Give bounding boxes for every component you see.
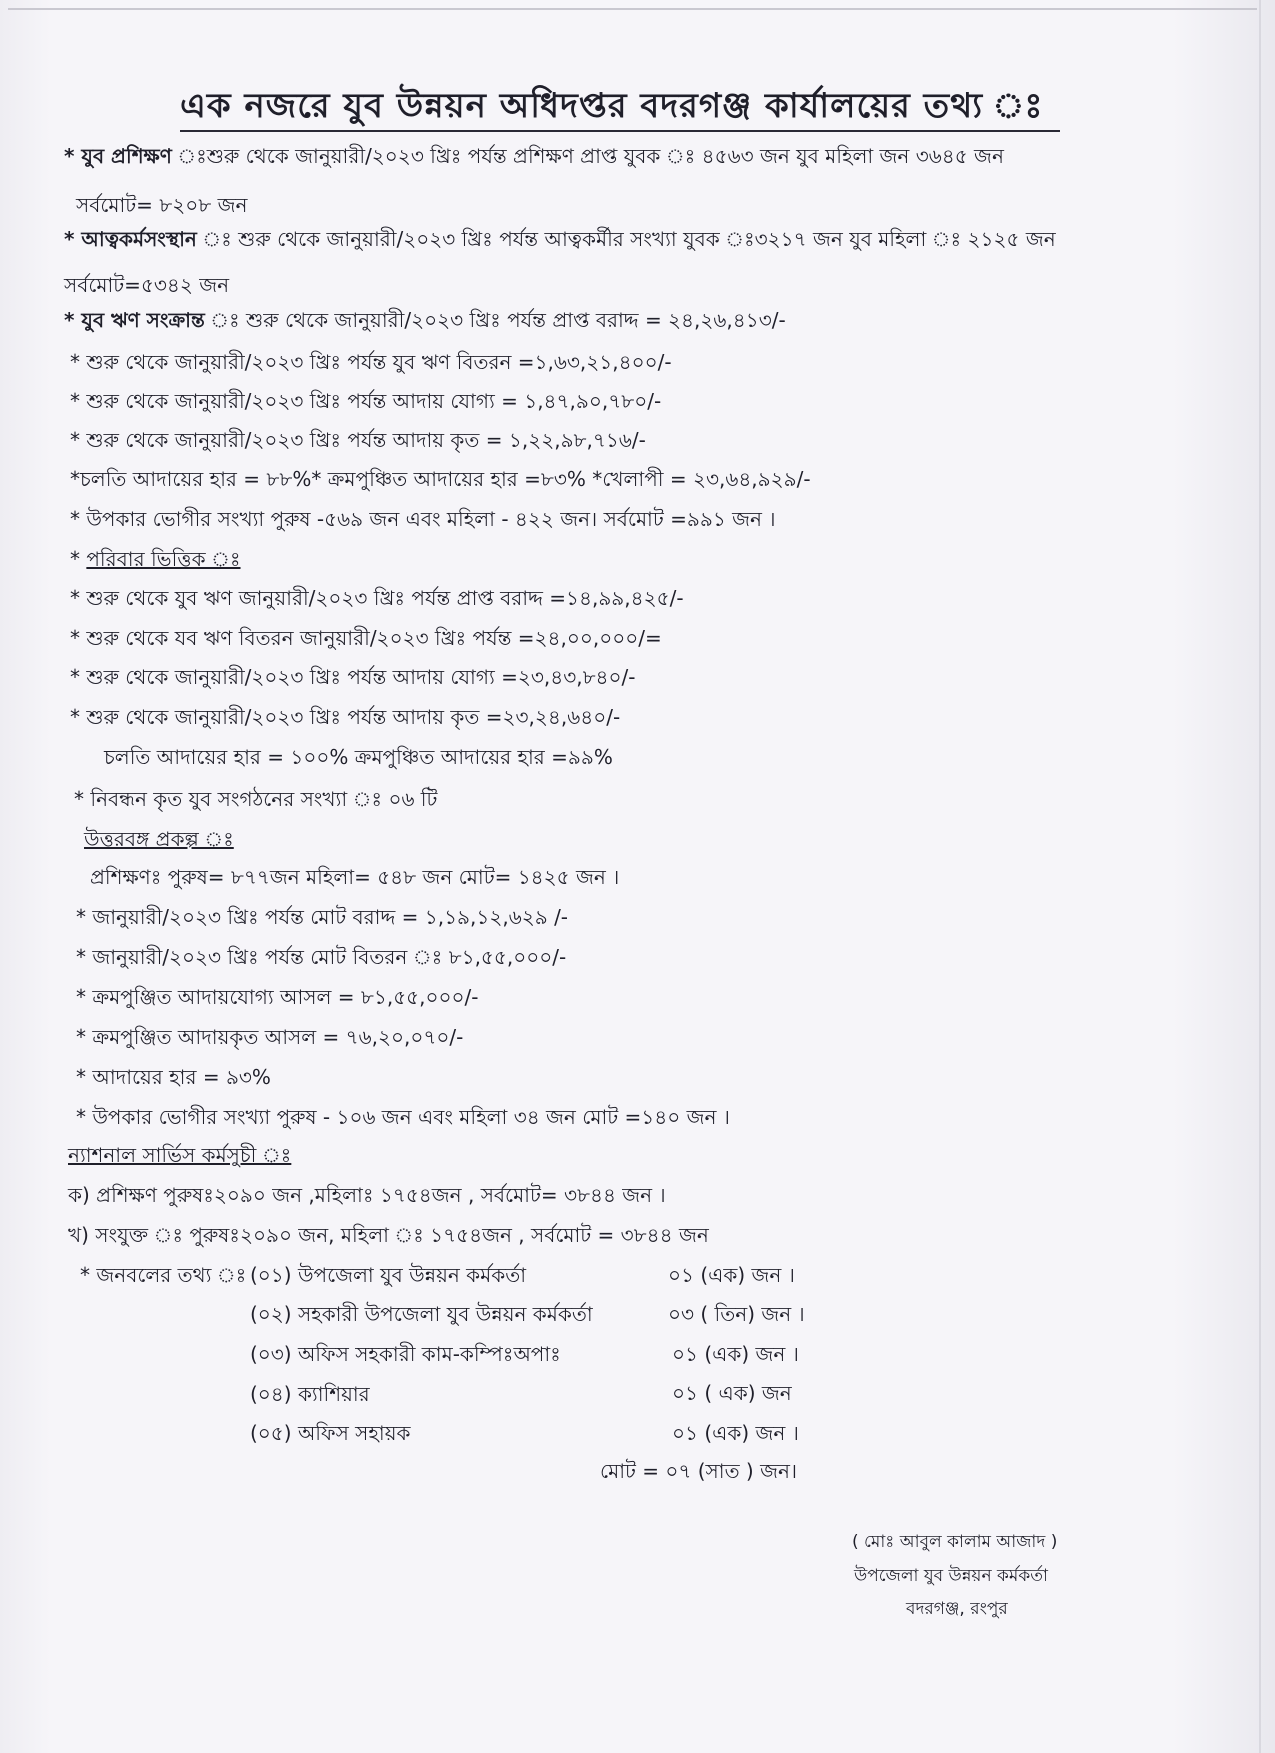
manpower-role: (০১) উপজেলা যুব উন্নয়ন কর্মকর্তা	[250, 1263, 527, 1287]
national-service-heading: ন্যাশনাল সার্ভিস কর্মসুচী ঃ	[68, 1143, 292, 1167]
manpower-count: ০১ (এক) জন ।	[668, 1263, 795, 1287]
training-line	[64, 143, 1004, 169]
youth-loan-item: * শুরু থেকে জানুয়ারী/২০২৩ খ্রিঃ পর্যন্ত যুব ঋণ বিতরন =১,৬৩,২১,৪০০/-	[70, 350, 672, 374]
signatory-location: বদরগঞ্জ, রংপুর	[906, 1599, 1008, 1619]
manpower-role: (০৪) ক্যাশিয়ার	[250, 1382, 370, 1406]
uttarbanga-item: * ক্রমপুঞ্জিত আদায়কৃত আসল = ৭৬,২০,০৭০/-	[76, 1025, 464, 1049]
family-based-item: * শুরু থেকে যব ঋণ বিতরন জানুয়ারী/২০২৩ খ্রিঃ পর্যন্ত =২৪,০০,০০০/=	[70, 626, 662, 650]
manpower-total: মোট = ০৭ (সাত ) জন।	[600, 1459, 798, 1483]
manpower-role: (০৫) অফিস সহায়ক	[250, 1421, 411, 1445]
training-text: ঃশুরু থেকে জানুয়ারী/২০২৩ খ্রিঃ পর্যন্ত প্রশিক্ষণ প্রাপ্ত যুবক ঃ ৪৫৬৩ জন যুব মহিলা জন ৩৬৪৫ জন	[171, 144, 1004, 168]
uttarbanga-heading: উত্তরবঙ্গ প্রকল্প ঃ	[84, 827, 234, 851]
right-edge-line	[1259, 0, 1261, 1753]
registered-organizations: * নিবন্ধন কৃত যুব সংগঠনের সংখ্যা ঃ ০৬ টি	[74, 787, 438, 811]
family-based-item: * শুরু থেকে যুব ঋণ জানুয়ারী/২০২৩ খ্রিঃ পর্যন্ত প্রাপ্ত বরাদ্দ =১৪,৯৯,৪২৫/-	[70, 586, 684, 610]
manpower-role: (০৩) অফিস সহকারী কাম-কম্পিঃঅপাঃ	[250, 1342, 561, 1366]
youth-loan-label: * যুব ঋণ সংক্রান্ত	[64, 308, 205, 332]
manpower-count: ০১ (এক) জন ।	[672, 1342, 799, 1366]
uttarbanga-item: * উপকার ভোগীর সংখ্যা পুরুষ - ১০৬ জন এবং মহিলা ৩৪ জন মোট =১৪০ জন ।	[76, 1105, 730, 1129]
national-service-item: ক) প্রশিক্ষণ পুরুষঃ২০৯০ জন ,মহিলাঃ ১৭৫৪জন , সর্বমোট= ৩৮৪৪ জন ।	[68, 1183, 666, 1207]
family-based-item: * শুরু থেকে জানুয়ারী/২০২৩ খ্রিঃ পর্যন্ত আদায় যোগ্য =২৩,৪৩,৮৪০/-	[70, 665, 636, 689]
signatory-name: ( মোঃ আবুল কালাম আজাদ )	[852, 1532, 1058, 1552]
self-employment-line	[64, 226, 1056, 252]
uttarbanga-item: প্রশিক্ষণঃ পুরুষ= ৮৭৭জন মহিলা= ৫৪৮ জন মোট= ১৪২৫ জন ।	[90, 865, 620, 889]
signatory-designation: উপজেলা যুব উন্নয়ন কর্মকর্তা	[854, 1566, 1048, 1586]
national-service-item: খ) সংযুক্ত ঃ পুরুষঃ২০৯০ জন, মহিলা ঃ ১৭৫৪জন , সর্বমোট = ৩৮৪৪ জন	[68, 1223, 709, 1247]
training-label: * যুব প্রশিক্ষণ	[64, 144, 172, 168]
self-employment-total: সর্বমোট=৫৩৪২ জন	[64, 273, 230, 297]
manpower-label: * জনবলের তথ্য ঃ	[80, 1263, 247, 1287]
youth-loan-item: *চলতি আদায়ের হার = ৮৮%* ক্রমপুঞ্চিত আদায়ের হার =৮৩% *খেলাপী = ২৩,৬৪,৯২৯/-	[70, 467, 811, 491]
youth-loan-text: ঃ শুরু থেকে জানুয়ারী/২০২৩ খ্রিঃ পর্যন্ত প্রাপ্ত বরাদ্দ = ২৪,২৬,৪১৩/-	[204, 308, 786, 332]
manpower-count: ০৩ ( তিন) জন ।	[668, 1302, 805, 1326]
self-employment-text: ঃ শুরু থেকে জানুয়ারী/২০২৩ খ্রিঃ পর্যন্ত আত্বকর্মীর সংখ্যা যুবক ঃ৩২১৭ জন যুব মহিলা ঃ ২১২৫ জন	[196, 227, 1056, 251]
manpower-count: ০১ ( এক) জন	[672, 1381, 792, 1405]
family-based-item: * শুরু থেকে জানুয়ারী/২০২৩ খ্রিঃ পর্যন্ত আদায় কৃত =২৩,২৪,৬৪০/-	[70, 705, 621, 729]
youth-loan-item: * শুরু থেকে জানুয়ারী/২০২৩ খ্রিঃ পর্যন্ত আদায় যোগ্য = ১,৪৭,৯০,৭৮০/-	[70, 389, 662, 413]
family-based-rate: চলতি আদায়ের হার = ১০০% ক্রমপুঞ্চিত আদায়ের হার =৯৯%	[104, 745, 613, 769]
top-edge-line	[8, 8, 1257, 10]
manpower-count: ০১ (এক) জন ।	[672, 1421, 799, 1445]
document-title: এক নজরে যুব উন্নয়ন অধিদপ্তর বদরগঞ্জ কার্যালয়ের তথ্য ঃ	[180, 84, 1060, 132]
uttarbanga-item: * জানুয়ারী/২০২৩ খ্রিঃ পর্যন্ত মোট বরাদ্দ = ১,১৯,১২,৬২৯ /-	[76, 905, 569, 929]
uttarbanga-item: * ক্রমপুঞ্জিত আদায়যোগ্য আসল = ৮১,৫৫,০০০/-	[76, 985, 479, 1009]
family-based-heading-text: পরিবার ভিত্তিক ঃ	[86, 547, 241, 571]
uttarbanga-item: * আদায়ের হার = ৯৩%	[76, 1065, 271, 1089]
family-based-heading: * পরিবার ভিত্তিক ঃ	[70, 547, 241, 571]
self-employment-label: * আত্বকর্মসংস্থান	[64, 227, 197, 251]
youth-loan-item: * শুরু থেকে জানুয়ারী/২০২৩ খ্রিঃ পর্যন্ত আদায় কৃত = ১,২২,৯৮,৭১৬/-	[70, 428, 646, 452]
youth-loan-line	[64, 307, 786, 333]
manpower-role: (০২) সহকারী উপজেলা যুব উন্নয়ন কর্মকর্তা	[250, 1302, 593, 1326]
training-total: সর্বমোট= ৮২০৮ জন	[76, 193, 248, 217]
youth-loan-item: * উপকার ভোগীর সংখ্যা পুরুষ -৫৬৯ জন এবং মহিলা - ৪২২ জন। সর্বমোট =৯৯১ জন ।	[70, 507, 776, 531]
uttarbanga-item: * জানুয়ারী/২০২৩ খ্রিঃ পর্যন্ত মোট বিতরন ঃ ৮১,৫৫,০০০/-	[76, 945, 567, 969]
